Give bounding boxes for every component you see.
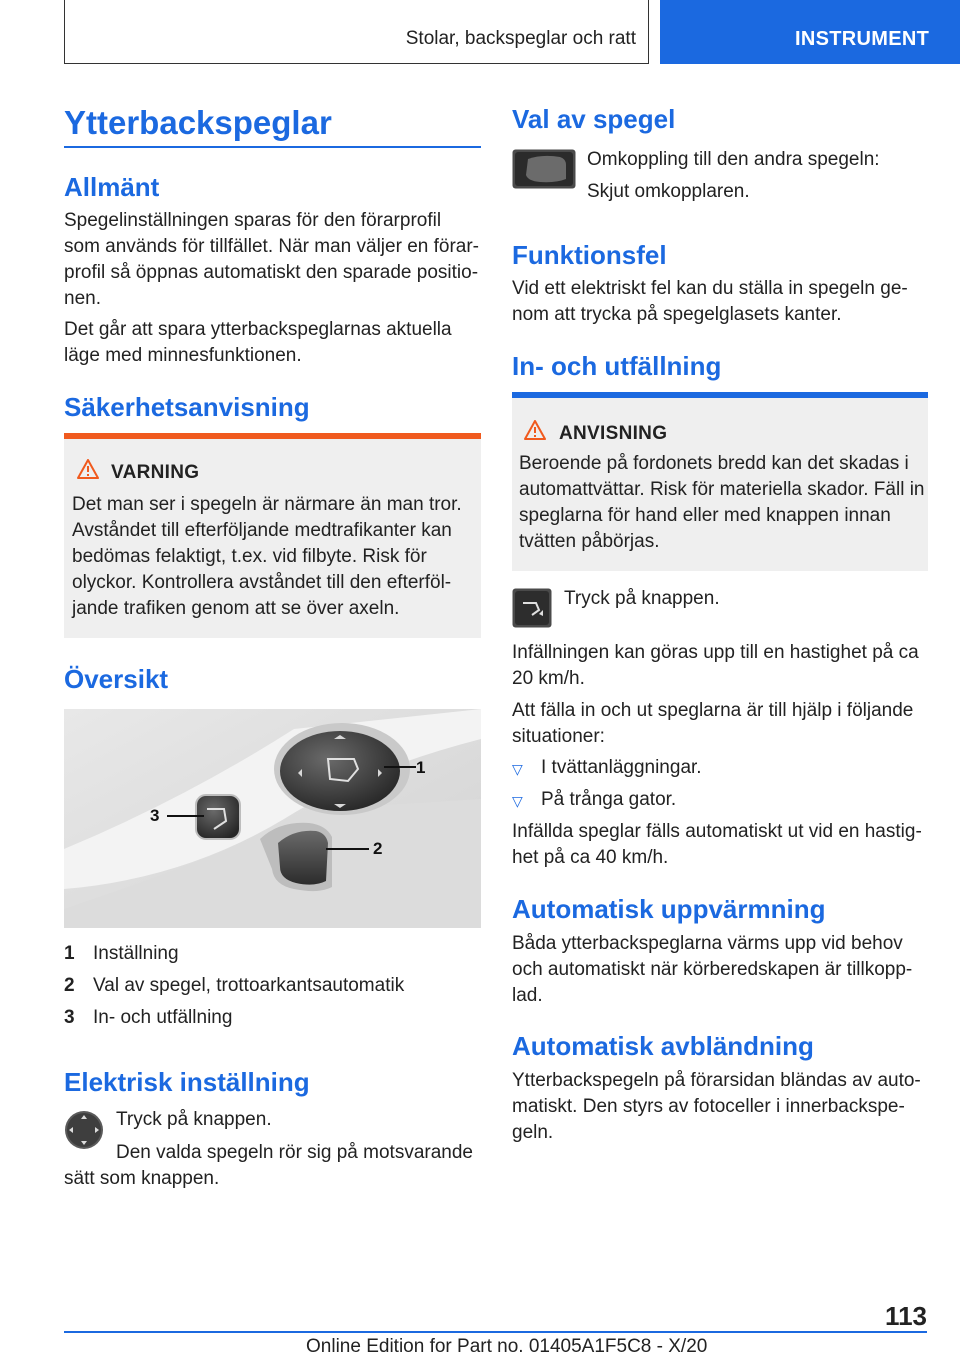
text-line: Vid ett elektriskt fel kan du ställa in spegeln ge- <box>512 278 908 299</box>
elektrisk-line1: Tryck på knappen. <box>116 1109 272 1130</box>
bullet-item: På trånga gator. <box>541 789 677 810</box>
page-number: 113 <box>885 1301 927 1331</box>
text-line: som används för tillfället. När man väljer en förar- <box>64 236 479 257</box>
text-line: Det går att spara ytterbackspeglarnas aktuella <box>64 319 452 340</box>
text-line: 20 km/h. <box>512 668 585 689</box>
text-line: olyckor. Kontrollera avståndet till den efterföl- <box>72 572 452 593</box>
footer-rule <box>64 1331 927 1333</box>
infallning-heading: In- och utfällning <box>512 351 722 381</box>
mirror-adjust-button-icon <box>64 1110 104 1150</box>
header-tab[interactable] <box>660 0 960 64</box>
text-line: matiskt. Den styrs av fotoceller i innerbackspe- <box>512 1096 905 1117</box>
mirror-fold-button-icon <box>512 588 552 628</box>
allmant-text-2 <box>64 317 452 369</box>
text-line: och automatiskt när körberedskapen är tillkopp- <box>512 959 913 980</box>
val-heading: Val av spegel <box>512 104 676 134</box>
legend-label: In- och utfällning <box>93 1007 233 1028</box>
bullet-triangle-icon: ▽ <box>512 761 523 777</box>
text-line: automattvättar. Risk för materiella skador. Fäll in <box>519 479 925 500</box>
text-line: Infällda speglar fälls automatiskt ut vid en hastig- <box>512 821 922 842</box>
elektrisk-heading: Elektrisk inställning <box>64 1067 310 1097</box>
oversikt-heading: Översikt <box>64 664 169 694</box>
legend-label: Val av spegel, trottoarkantsautomatik <box>93 975 405 996</box>
legend-number: 2 <box>64 975 75 996</box>
bullet-triangle-icon: ▽ <box>512 793 523 809</box>
callout-1: 1 <box>416 758 426 777</box>
warning-box <box>64 439 481 638</box>
text-line: profil så öppnas automatiskt den sparade positio- <box>64 262 479 283</box>
bullet-item: I tvättanläggningar. <box>541 757 702 778</box>
val-line1: Omkoppling till den andra spegeln: <box>587 149 880 170</box>
text-line: lad. <box>512 985 543 1006</box>
text-line: Avståndet till efterföljande medtrafikanter kan <box>72 520 452 541</box>
callout-3: 3 <box>150 806 160 825</box>
text-line: Infällningen kan göras upp till en hastighet på ca <box>512 642 919 663</box>
text-line: Spegelinställningen sparas för den förarprofil <box>64 210 442 231</box>
text-line: nen. <box>64 288 101 309</box>
elektrisk-line2: Den valda spegeln rör sig på motsvarande <box>116 1142 473 1163</box>
avblandning-heading: Automatisk avbländning <box>512 1031 814 1061</box>
text-line: jande trafiken genom att se över axeln. <box>72 598 400 619</box>
text-line: Det man ser i spegeln är närmare än man tror. <box>72 494 462 515</box>
notice-box <box>512 398 928 571</box>
text-line: Båda ytterbackspeglarna värms upp vid behov <box>512 933 903 954</box>
elektrisk-line3: sätt som knappen. <box>64 1168 220 1189</box>
infallning-text-1 <box>512 640 919 692</box>
text-line: Beroende på fordonets bredd kan det skadas i <box>519 453 909 474</box>
funktionsfel-heading: Funktionsfel <box>512 240 667 270</box>
avblandning-text <box>512 1068 921 1146</box>
header-section-box <box>64 0 649 64</box>
uppvarmning-text <box>512 931 912 1009</box>
header-section-title: Stolar, backspeglar och ratt <box>405 28 636 49</box>
footer-edition: Online Edition for Part no. 01405A1F5C8 - X/20 <box>306 1336 708 1357</box>
val-line2: Skjut omkopplaren. <box>587 181 750 202</box>
header-tab-label: INSTRUMENT <box>795 28 930 50</box>
warning-triangle-icon <box>77 459 99 479</box>
warning-text <box>72 492 462 622</box>
page-title: Ytterbackspeglar <box>64 104 332 141</box>
mirror-controls-illustration <box>64 709 481 928</box>
sakerhet-heading: Säkerhetsanvisning <box>64 392 310 422</box>
legend-label: Inställning <box>93 943 179 964</box>
title-rule <box>64 146 481 148</box>
warning-title: VARNING <box>111 462 200 483</box>
text-line: speglarna för hand eller med knappen innan <box>519 505 891 526</box>
legend-number: 1 <box>64 943 75 964</box>
text-line: geln. <box>512 1122 554 1143</box>
text-line: situationer: <box>512 726 605 747</box>
legend-number: 3 <box>64 1007 75 1028</box>
text-line: nom att trycka på spegelglasets kanter. <box>512 304 842 325</box>
text-line: läge med minnesfunktionen. <box>64 345 302 366</box>
notice-text <box>519 451 925 555</box>
infallning-text-3 <box>512 819 922 871</box>
text-line: bedömas felaktigt, t.ex. vid filbyte. Risk för <box>72 546 427 567</box>
text-line: tvätten påbörjas. <box>519 531 660 552</box>
uppvarmning-heading: Automatisk uppvärmning <box>512 894 826 924</box>
text-line: Att fälla in och ut speglarna är till hjälp i följande <box>512 700 914 721</box>
infallning-text-2 <box>512 698 913 750</box>
allmant-heading: Allmänt <box>64 172 160 202</box>
funktionsfel-text <box>512 276 908 328</box>
mirror-select-switch-icon <box>512 149 576 189</box>
notice-title: ANVISNING <box>559 423 668 444</box>
infallning-press: Tryck på knappen. <box>564 588 720 609</box>
warning-triangle-icon <box>524 420 546 440</box>
callout-2: 2 <box>373 839 383 858</box>
text-line: het på ca 40 km/h. <box>512 847 669 868</box>
allmant-text <box>64 208 479 312</box>
text-line: Ytterbackspegeln på förarsidan bländas av auto- <box>512 1070 921 1091</box>
